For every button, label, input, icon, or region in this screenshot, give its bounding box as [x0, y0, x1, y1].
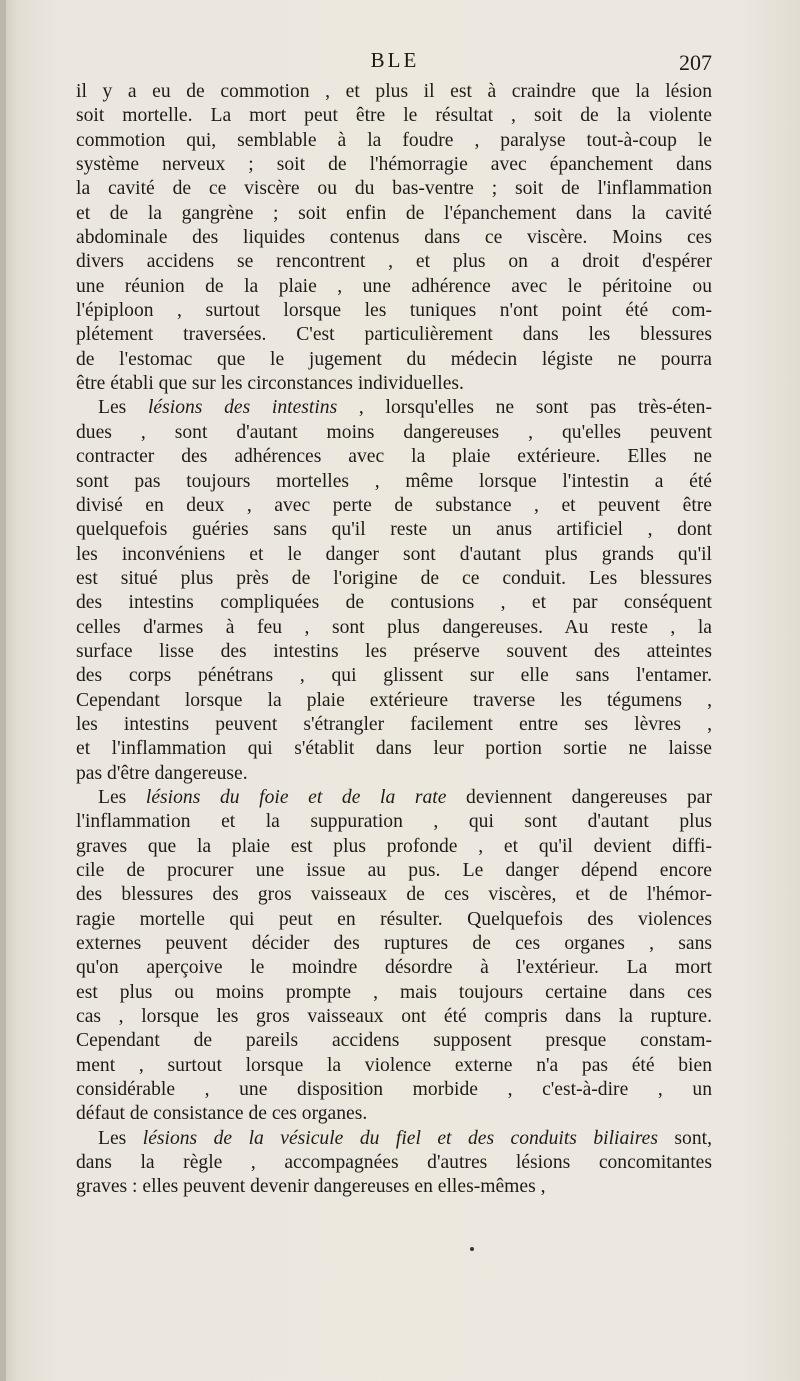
text-line: considérable , une disposition morbide , c'est-à-dire , un	[76, 1079, 712, 1101]
text-line: défaut de consistance de ces organes.	[76, 1103, 368, 1125]
text-line: cile de procurer une issue au pus. Le danger dépend encore	[76, 860, 712, 881]
body-text	[76, 80, 712, 1200]
text-line: et l'inflammation qui s'établit dans leur portion sortie ne laisse	[76, 738, 712, 760]
text-line: être établi que sur les circonstances individuelles.	[76, 373, 464, 395]
text-line: est plus ou moins prompte , mais toujours certaine dans ces	[76, 981, 712, 1003]
text-line: des blessures des gros vaisseaux de ces viscères, et de l'hémor-	[76, 884, 712, 906]
text-line: ragie mortelle qui peut en résulter. Quelquefois des violences	[76, 908, 712, 930]
text-line: surface lisse des intestins les préserve souvent des atteintes	[76, 640, 712, 662]
text-line: celles d'armes à feu , sont plus dangereuses. Au reste , la	[76, 616, 712, 638]
ink-speck	[470, 1247, 474, 1251]
text-line: abdominale des liquides contenus dans ce viscère. Moins ces	[76, 227, 712, 249]
text-line: cas , lorsque les gros vaisseaux ont été compris dans la rupture.	[76, 1006, 712, 1028]
text-line: Les lésions de la vésicule du fiel et des conduits biliaires sont,	[98, 1127, 712, 1149]
text-line: les intestins peuvent s'étrangler facilement entre ses lèvres ,	[76, 713, 712, 735]
text-line: pas d'être dangereuse.	[76, 762, 248, 784]
text-line: des corps pénétrans , qui glissent sur elle sans l'entamer.	[76, 665, 712, 687]
text-line: sont pas toujours mortelles , même lorsque l'intestin a été	[76, 470, 712, 492]
text-line: les inconvéniens et le danger sont d'autant plus grands qu'il	[76, 543, 712, 565]
text-line: dans la règle , accompagnées d'autres lésions concomitantes	[76, 1152, 712, 1174]
text-line: divisé en deux , avec perte de substance , et peuvent être	[76, 494, 712, 516]
text-line: soit mortelle. La mort peut être le résultat , soit de la violente	[76, 105, 712, 127]
text-line: est situé plus près de l'origine de ce conduit. Les blessures	[76, 567, 712, 589]
text-line: dues , sont d'autant moins dangereuses , qu'elles peuvent	[76, 421, 712, 443]
text-line: quelquefois guéries sans qu'il reste un anus artificiel , dont	[76, 519, 712, 541]
text-line: Les lésions du foie et de la rate deviennent dangereuses par	[98, 786, 712, 808]
text-line: système nerveux ; soit de l'hémorragie avec épanchement dans	[76, 154, 712, 176]
text-line: divers accidens se rencontrent , et plus on a droit d'espérer	[76, 251, 712, 273]
running-head: BLE	[370, 48, 420, 72]
page-header	[78, 48, 712, 76]
text-line: graves : elles peuvent devenir dangereuses en elles-mêmes ,	[76, 1176, 546, 1198]
text-line: graves que la plaie est plus profonde , et qu'il devient diffi-	[76, 835, 712, 857]
text-line: Cependant lorsque la plaie extérieure traverse les tégumens ,	[76, 689, 712, 711]
text-line: externes peuvent décider des ruptures de ces organes , sans	[76, 933, 712, 955]
text-line: la cavité de ce viscère ou du bas-ventre ; soit de l'inflammation	[76, 178, 712, 200]
text-line: qu'on aperçoive le moindre désordre à l'extérieur. La mort	[76, 957, 712, 979]
text-line: l'inflammation et la suppuration , qui sont d'autant plus	[76, 811, 712, 833]
text-line: il y a eu de commotion , et plus il est à craindre que la lésion	[76, 81, 712, 102]
page-number: 207	[679, 50, 712, 75]
text-line: contracter des adhérences avec la plaie extérieure. Elles ne	[76, 446, 712, 468]
text-line: Cependant de pareils accidens supposent presque constam-	[76, 1030, 712, 1052]
text-line: commotion qui, semblable à la foudre , paralyse tout-à-coup le	[76, 129, 712, 151]
text-line: et de la gangrène ; soit enfin de l'épanchement dans la cavité	[76, 202, 712, 224]
text-line: l'épiploon , surtout lorsque les tuniques n'ont point été com-	[76, 300, 712, 322]
text-line: plétement traversées. C'est particulièrement dans les blessures	[76, 324, 712, 346]
text-line: une réunion de la plaie , une adhérence avec le péritoine ou	[76, 275, 712, 297]
text-line: Les lésions des intestins , lorsqu'elles ne sont pas très-éten-	[98, 397, 712, 419]
text-line: ment , surtout lorsque la violence externe n'a pas été bien	[76, 1054, 712, 1076]
text-line: de l'estomac que le jugement du médecin légiste ne pourra	[76, 348, 712, 370]
text-line: des intestins compliquées de contusions , et par conséquent	[76, 592, 712, 614]
